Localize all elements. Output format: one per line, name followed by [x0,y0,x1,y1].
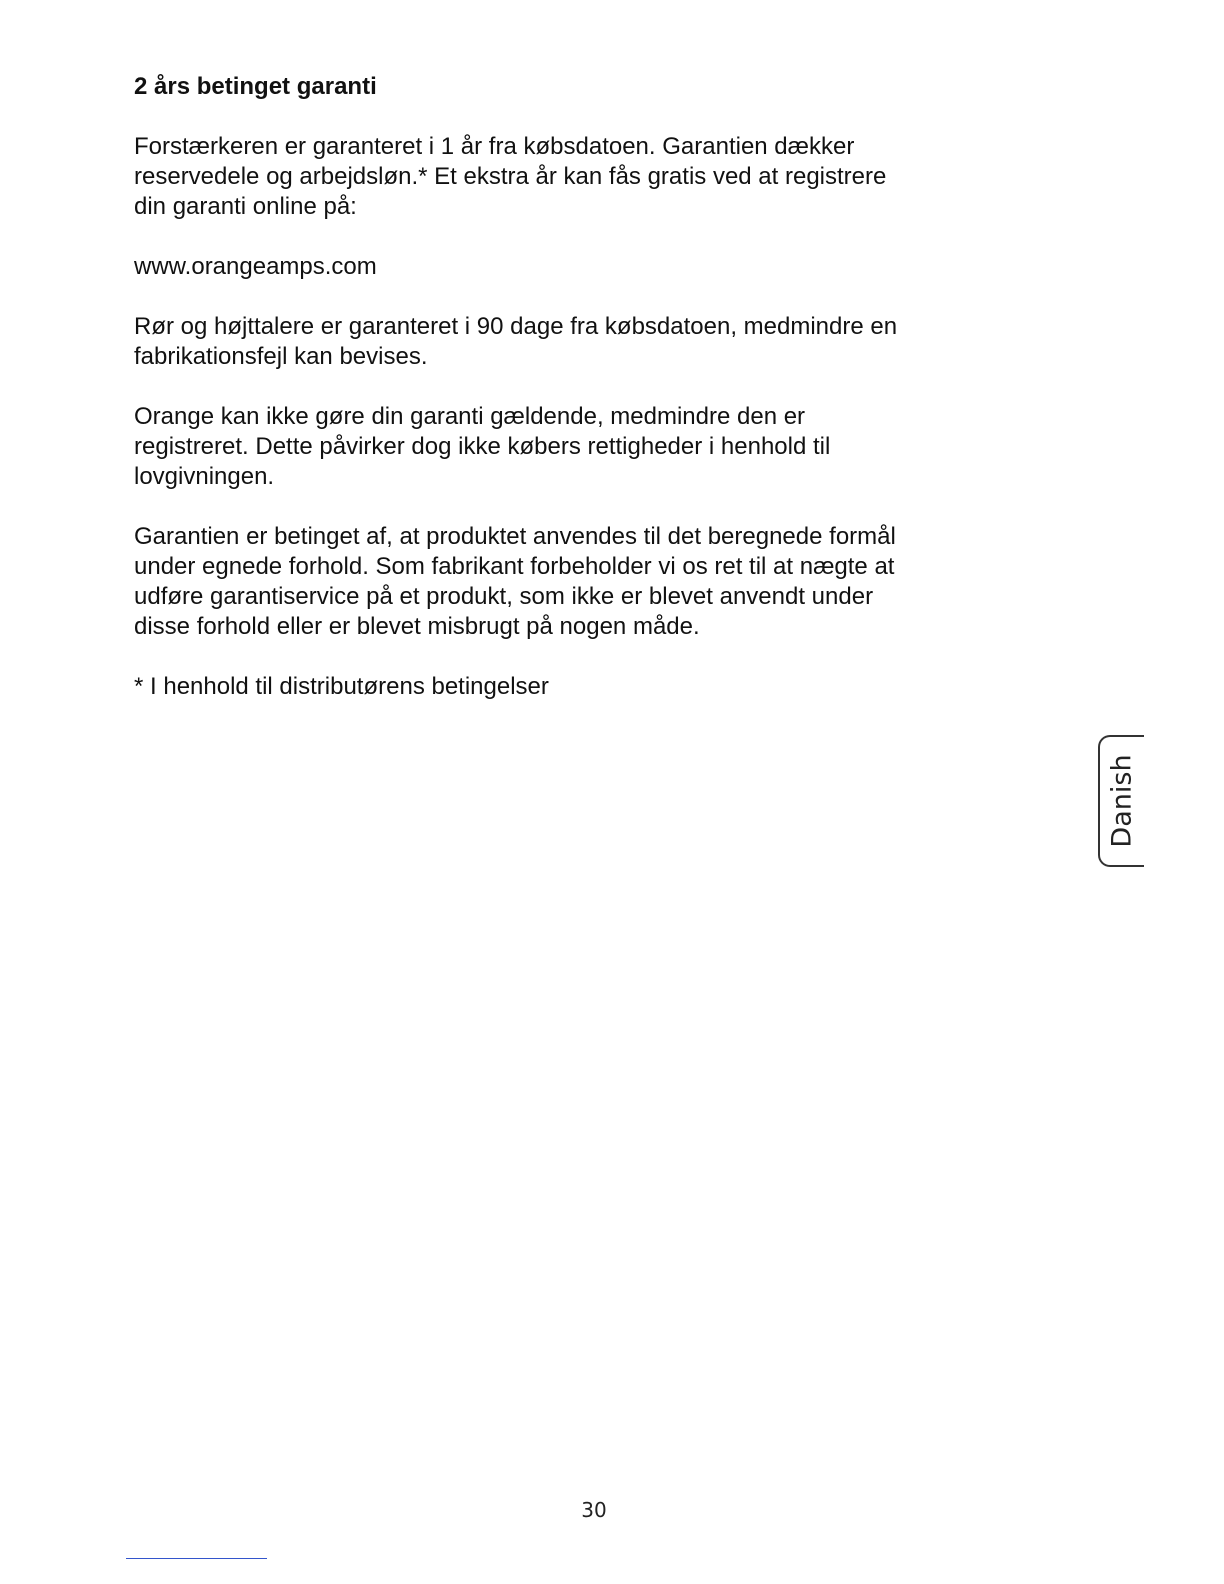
footer-divider [126,1558,267,1559]
conditions-paragraph: Garantien er betinget af, at produktet anvendes til det beregnede formål under egnede forhold. Som fabrikant forbeholder vi os ret til at nægte at udføre garantiservice på et produkt, som ikke er blevet anvendt under disse forhold eller er blevet misbrugt på nogen måde. [134,523,896,640]
page-number: 30 [581,1498,607,1522]
language-tab [1098,735,1144,867]
warranty-paragraph: Forstærkeren er garanteret i 1 år fra købsdatoen. Garantien dækker reservedele og arbejdsløn.* Et ekstra år kan fås gratis ved at registrere din garanti online på: [134,133,887,220]
footnote: * I henhold til distributørens betingelser [134,673,549,700]
tubes-speakers-paragraph: Rør og højttalere er garanteret i 90 dage fra købsdatoen, medmindre en fabrikationsfejl kan bevises. [134,313,898,370]
section-heading: 2 års betinget garanti [134,73,377,100]
website-url: www.orangeamps.com [134,253,377,280]
page-content [134,72,1014,732]
language-tab-label: Danish [1106,754,1138,848]
registration-paragraph: Orange kan ikke gøre din garanti gældende, medmindre den er registreret. Dette påvirker dog ikke købers rettigheder i henhold til lovgivningen. [134,403,831,490]
